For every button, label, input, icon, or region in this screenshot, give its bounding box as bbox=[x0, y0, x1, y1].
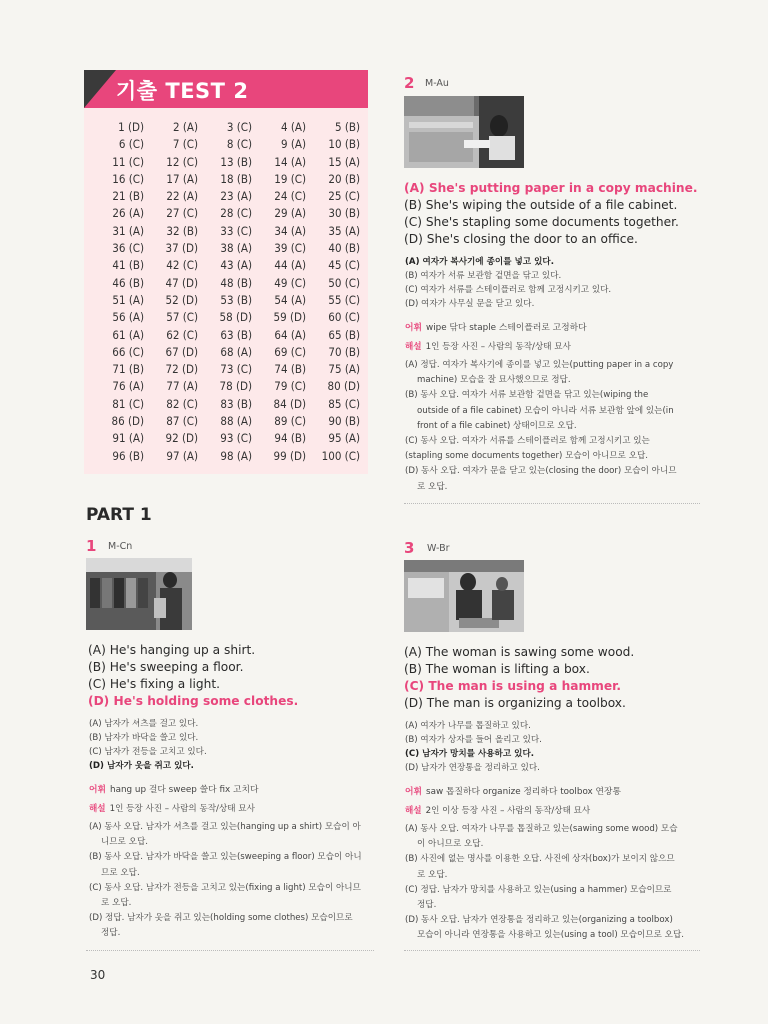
q3-explanation-line: (A) 동사 오답. 여자가 나무를 톱질하고 있는(sawing some wood) 모습 bbox=[405, 824, 678, 834]
answer-key-cell: 41 (B) bbox=[112, 258, 144, 273]
question-3-number: 3 bbox=[404, 539, 415, 557]
answer-key-grid bbox=[90, 120, 362, 466]
question-1-kr-d: (D) 남자가 옷을 쥐고 있다. bbox=[89, 761, 194, 771]
answer-key-cell: 100 (C) bbox=[321, 448, 360, 463]
q2-explanation-line: 로 오답. bbox=[417, 481, 448, 492]
answer-key-cell: 83 (B) bbox=[220, 396, 252, 411]
q1-explanation-line: 로 오답. bbox=[101, 898, 132, 908]
answer-key-cell: 95 (A) bbox=[328, 431, 360, 446]
answer-key-cell: 14 (A) bbox=[274, 154, 306, 169]
answer-key-cell: 4 (A) bbox=[280, 120, 306, 134]
vocab-text: wipe 닦다 staple 스테이플러로 고정하다 bbox=[426, 323, 587, 333]
answer-key-cell: 72 (D) bbox=[165, 362, 198, 377]
answer-key-cell: 51 (A) bbox=[112, 292, 144, 307]
divider bbox=[404, 503, 700, 504]
answer-key-cell: 5 (B) bbox=[334, 120, 360, 134]
q2-explanation-line: (C) 동사 오답. 여자가 서류를 스테이플러로 함께 고정시키고 있는 bbox=[405, 436, 650, 446]
answer-key-cell: 74 (B) bbox=[274, 362, 306, 377]
question-1-speaker: M-Cn bbox=[108, 541, 133, 552]
answer-key-row bbox=[90, 362, 362, 379]
q1-explanation-line: 므로 오답. bbox=[101, 867, 140, 878]
question-3-kr-d: (D) 남자가 연장통을 정리하고 있다. bbox=[405, 763, 540, 773]
answer-key-cell: 58 (D) bbox=[219, 310, 252, 325]
answer-key-cell: 32 (B) bbox=[166, 223, 198, 238]
q3-explanation-line: (B) 사진에 없는 명사를 이용한 오답. 사진에 상자(box)가 보이지 않으므 bbox=[405, 854, 675, 865]
answer-key-cell: 6 (C) bbox=[118, 137, 144, 152]
question-3-option-b: (B) The woman is lifting a box. bbox=[404, 662, 590, 676]
answer-key-cell: 43 (A) bbox=[220, 258, 252, 273]
answer-key-cell: 64 (A) bbox=[274, 327, 306, 342]
question-2-option-c: (C) She's stapling some documents together. bbox=[404, 215, 679, 229]
question-3-kr-b: (B) 여자가 상자를 들어 올리고 있다. bbox=[405, 735, 542, 745]
question-2-kr-c: (C) 여자가 서류를 스테이플러로 함께 고정시키고 있다. bbox=[405, 285, 612, 295]
answer-key-row bbox=[90, 345, 362, 362]
answer-key-row bbox=[90, 258, 362, 275]
q2-explanation-line: (stapling some documents together) 모습이 아니므로 오답. bbox=[405, 451, 649, 462]
explanation-head-text: 1인 등장 사진 – 사람의 동작/상태 묘사 bbox=[425, 342, 571, 352]
question-2-photo bbox=[404, 96, 524, 168]
answer-key-row bbox=[90, 414, 362, 431]
answer-key-cell: 49 (C) bbox=[274, 275, 306, 290]
question-3-speaker: W-Br bbox=[427, 543, 450, 554]
answer-key-row bbox=[90, 241, 362, 258]
question-3-option-c: (C) The man is using a hammer. bbox=[404, 679, 622, 693]
q3-explanation-line: (D) 동사 오답. 남자가 연장통을 정리하고 있는(organizing a toolbox) bbox=[405, 915, 673, 926]
answer-key-cell: 26 (A) bbox=[112, 206, 144, 221]
answer-key-row bbox=[90, 172, 362, 189]
answer-key-cell: 42 (C) bbox=[166, 258, 198, 273]
answer-key-row bbox=[90, 431, 362, 448]
answer-key-cell: 40 (B) bbox=[328, 241, 360, 256]
answer-key-cell: 27 (C) bbox=[166, 206, 198, 221]
answer-key-cell: 87 (C) bbox=[166, 414, 198, 429]
answer-key-cell: 67 (D) bbox=[165, 344, 198, 359]
answer-key-cell: 24 (C) bbox=[274, 189, 306, 204]
answer-key-cell: 2 (A) bbox=[172, 120, 198, 134]
question-1-kr-c: (C) 남자가 전등을 고치고 있다. bbox=[89, 747, 207, 757]
answer-key-row bbox=[90, 379, 362, 396]
answer-key-cell: 68 (A) bbox=[220, 344, 252, 359]
answer-key-cell: 82 (C) bbox=[166, 396, 198, 411]
answer-key-cell: 59 (D) bbox=[273, 310, 306, 325]
explanation-label: 해설 bbox=[89, 804, 106, 814]
answer-key-row bbox=[90, 189, 362, 206]
answer-key-cell: 62 (C) bbox=[166, 327, 198, 342]
q2-explanation-line: outside of a file cabinet) 모습이 아니라 서류 보관함 앞에 있는(in bbox=[417, 405, 674, 416]
answer-key-cell: 13 (B) bbox=[220, 154, 252, 169]
q2-explanation-line: (D) 동사 오답. 여자가 문을 닫고 있는(closing the door) 모습이 아니므 bbox=[405, 466, 677, 477]
answer-key-cell: 38 (A) bbox=[220, 241, 252, 256]
answer-key-cell: 89 (C) bbox=[274, 414, 306, 429]
answer-key-cell: 23 (A) bbox=[220, 189, 252, 204]
q3-explanation-line: (C) 정답. 남자가 망치를 사용하고 있는(using a hammer) 모습이므로 bbox=[405, 884, 672, 895]
answer-key-cell: 37 (D) bbox=[165, 241, 198, 256]
answer-key-cell: 94 (B) bbox=[274, 431, 306, 446]
q1-explanation-line: (A) 동사 오답. 남자가 셔츠를 걸고 있는(hanging up a shirt) 모습이 아 bbox=[89, 822, 361, 832]
question-3-kr-c: (C) 남자가 망치를 사용하고 있다. bbox=[405, 749, 535, 759]
question-1-number: 1 bbox=[86, 537, 97, 555]
question-1-explanation-head bbox=[89, 802, 255, 814]
answer-key-cell: 97 (A) bbox=[166, 448, 198, 463]
answer-key-row bbox=[90, 397, 362, 414]
answer-key-cell: 30 (B) bbox=[328, 206, 360, 221]
question-1-kr-b: (B) 남자가 바닥을 쓸고 있다. bbox=[89, 733, 199, 743]
answer-key-cell: 19 (C) bbox=[274, 171, 306, 186]
q3-explanation-line: 로 오답. bbox=[417, 869, 448, 880]
answer-key-cell: 71 (B) bbox=[112, 362, 144, 377]
question-1-kr-a: (A) 남자가 셔츠를 걸고 있다. bbox=[89, 719, 199, 729]
explanation-head-text: 2인 이상 등장 사진 – 사람의 동작/상태 묘사 bbox=[425, 806, 591, 816]
vocab-text: saw 톱질하다 organize 정리하다 toolbox 연장통 bbox=[426, 787, 622, 797]
question-2-explanation-head bbox=[405, 340, 571, 352]
answer-key-cell: 11 (C) bbox=[112, 154, 144, 169]
answer-key-cell: 80 (D) bbox=[327, 379, 360, 394]
q2-explanation-line: front of a file cabinet) 상태이므로 오답. bbox=[417, 420, 577, 431]
answer-key-cell: 35 (A) bbox=[328, 223, 360, 238]
answer-key-cell: 65 (B) bbox=[328, 327, 360, 342]
question-2-number: 2 bbox=[404, 74, 415, 92]
q1-explanation-line: (C) 동사 오답. 남자가 전등을 고치고 있는(fixing a light) 모습이 아니므 bbox=[89, 882, 361, 893]
answer-key-cell: 99 (D) bbox=[273, 448, 306, 463]
answer-key-cell: 60 (C) bbox=[328, 310, 360, 325]
answer-key-cell: 12 (C) bbox=[166, 154, 198, 169]
question-3-option-d: (D) The man is organizing a toolbox. bbox=[404, 696, 626, 710]
answer-key-row bbox=[90, 120, 362, 137]
explanation-head-text: 1인 등장 사진 – 사람의 동작/상태 묘사 bbox=[109, 804, 255, 814]
question-3-option-a: (A) The woman is sawing some wood. bbox=[404, 645, 635, 659]
answer-key-cell: 77 (A) bbox=[166, 379, 198, 394]
answer-key-cell: 18 (B) bbox=[220, 171, 252, 186]
answer-key-row bbox=[90, 155, 362, 172]
answer-key-cell: 7 (C) bbox=[172, 137, 198, 152]
answer-key-row bbox=[90, 276, 362, 293]
question-2-kr-a: (A) 여자가 복사기에 종이를 넣고 있다. bbox=[405, 257, 554, 267]
answer-key-cell: 66 (C) bbox=[112, 344, 144, 359]
q3-explanation-line: 정답. bbox=[417, 900, 437, 910]
q1-explanation-line: 정답. bbox=[101, 928, 121, 939]
question-1-option-a: (A) He's hanging up a shirt. bbox=[88, 643, 256, 657]
answer-key-cell: 52 (D) bbox=[165, 292, 198, 307]
part-title: PART 1 bbox=[86, 505, 152, 525]
answer-key-cell: 3 (C) bbox=[226, 120, 252, 134]
question-3-kr-a: (A) 여자가 나무를 톱질하고 있다. bbox=[405, 721, 531, 731]
answer-key-row bbox=[90, 449, 362, 466]
answer-key-cell: 75 (A) bbox=[328, 362, 360, 377]
answer-key-cell: 1 (D) bbox=[118, 120, 144, 134]
answer-key-cell: 28 (C) bbox=[220, 206, 252, 221]
answer-key-cell: 33 (C) bbox=[220, 223, 252, 238]
answer-key-cell: 63 (B) bbox=[220, 327, 252, 342]
answer-key-row bbox=[90, 310, 362, 327]
answer-key-cell: 44 (A) bbox=[274, 258, 306, 273]
question-2-vocab bbox=[405, 320, 587, 333]
answer-key-row bbox=[90, 224, 362, 241]
answer-key-cell: 36 (C) bbox=[112, 241, 144, 256]
answer-key-cell: 39 (C) bbox=[274, 241, 306, 256]
answer-key-cell: 34 (A) bbox=[274, 223, 306, 238]
answer-key-cell: 90 (B) bbox=[328, 414, 360, 429]
answer-key-cell: 45 (C) bbox=[328, 258, 360, 273]
answer-key-row bbox=[90, 137, 362, 154]
q2-explanation-line: (B) 동사 오답. 여자가 서류 보관함 겉면을 닦고 있는(wiping the bbox=[405, 390, 649, 401]
answer-key-box bbox=[84, 70, 368, 474]
answer-key-cell: 56 (A) bbox=[112, 310, 144, 325]
vocab-label: 어휘 bbox=[405, 323, 422, 333]
answer-key-cell: 17 (A) bbox=[166, 171, 198, 186]
answer-key-cell: 9 (A) bbox=[280, 137, 306, 152]
q3-explanation-line: 이 아니므로 오답. bbox=[417, 839, 484, 850]
question-1-vocab bbox=[89, 782, 258, 795]
answer-key-cell: 55 (C) bbox=[328, 292, 360, 307]
answer-key-cell: 15 (A) bbox=[328, 154, 360, 169]
question-2-kr-b: (B) 여자가 서류 보관함 겉면을 닦고 있다. bbox=[405, 271, 562, 281]
answer-key-cell: 20 (B) bbox=[328, 171, 360, 186]
question-3-photo bbox=[404, 560, 524, 632]
vocab-label: 어휘 bbox=[405, 787, 422, 797]
answer-key-cell: 50 (C) bbox=[328, 275, 360, 290]
question-2-kr-d: (D) 여자가 사무실 문을 닫고 있다. bbox=[405, 299, 535, 309]
divider bbox=[86, 950, 374, 951]
answer-key-cell: 69 (C) bbox=[274, 344, 306, 359]
question-2-option-b: (B) She's wiping the outside of a file cabinet. bbox=[404, 198, 678, 212]
q1-explanation-line: 니므로 오답. bbox=[101, 837, 148, 848]
answer-key-cell: 22 (A) bbox=[166, 189, 198, 204]
q1-explanation-line: (B) 동사 오답. 남자가 바닥을 쓸고 있는(sweeping a floor) 모습이 아니 bbox=[89, 852, 362, 863]
answer-key-cell: 54 (A) bbox=[274, 292, 306, 307]
question-2-speaker: M-Au bbox=[425, 78, 449, 89]
question-3-vocab bbox=[405, 784, 621, 797]
answer-key-cell: 53 (B) bbox=[220, 292, 252, 307]
answer-key-cell: 84 (D) bbox=[273, 396, 306, 411]
explanation-label: 해설 bbox=[405, 806, 422, 816]
answer-key-cell: 25 (C) bbox=[328, 189, 360, 204]
answer-key-cell: 81 (C) bbox=[112, 396, 144, 411]
answer-key-cell: 47 (D) bbox=[165, 275, 198, 290]
answer-key-cell: 61 (A) bbox=[112, 327, 144, 342]
answer-key-cell: 8 (C) bbox=[226, 137, 252, 152]
question-1-option-b: (B) He's sweeping a floor. bbox=[88, 660, 244, 674]
answer-key-row bbox=[90, 293, 362, 310]
answer-key-cell: 29 (A) bbox=[274, 206, 306, 221]
page-number: 30 bbox=[90, 968, 106, 982]
answer-key-cell: 76 (A) bbox=[112, 379, 144, 394]
answer-key-cell: 86 (D) bbox=[111, 414, 144, 429]
answer-key-cell: 57 (C) bbox=[166, 310, 198, 325]
answer-key-cell: 70 (B) bbox=[328, 344, 360, 359]
answer-key-cell: 21 (B) bbox=[112, 189, 144, 204]
q2-explanation-line: machine) 모습을 잘 묘사했으므로 정답. bbox=[417, 375, 571, 386]
header-corner-decoration bbox=[84, 70, 116, 108]
answer-key-row bbox=[90, 328, 362, 345]
answer-key-cell: 48 (B) bbox=[220, 275, 252, 290]
answer-key-row bbox=[90, 206, 362, 223]
explanation-label: 해설 bbox=[405, 342, 422, 352]
q1-explanation-line: (D) 정답. 남자가 옷을 쥐고 있는(holding some clothes) 모습이므로 bbox=[89, 913, 353, 924]
q3-explanation-line: 모습이 아니라 연장통을 사용하고 있는(using a tool) 모습이므로 오답. bbox=[417, 930, 684, 941]
answer-key-cell: 16 (C) bbox=[112, 171, 144, 186]
answer-key-cell: 79 (C) bbox=[274, 379, 306, 394]
answer-key-cell: 85 (C) bbox=[328, 396, 360, 411]
answer-key-cell: 98 (A) bbox=[220, 448, 252, 463]
answer-key-cell: 46 (B) bbox=[112, 275, 144, 290]
question-2-option-a: (A) She's putting paper in a copy machine. bbox=[404, 181, 698, 195]
answer-key-cell: 88 (A) bbox=[220, 414, 252, 429]
answer-key-cell: 10 (B) bbox=[328, 137, 360, 152]
question-1-option-d: (D) He's holding some clothes. bbox=[88, 694, 299, 708]
divider bbox=[404, 950, 700, 951]
q2-explanation-line: (A) 정답. 여자가 복사기에 종이를 넣고 있는(putting paper in a copy bbox=[405, 360, 674, 370]
vocab-text: hang up 걸다 sweep 쓸다 fix 고치다 bbox=[110, 785, 259, 795]
question-3-explanation-head bbox=[405, 804, 590, 816]
answer-key-cell: 96 (B) bbox=[112, 448, 144, 463]
question-2-option-d: (D) She's closing the door to an office. bbox=[404, 232, 638, 246]
answer-key-cell: 92 (D) bbox=[165, 431, 198, 446]
question-1-photo bbox=[86, 558, 192, 630]
answer-key-cell: 31 (A) bbox=[112, 223, 144, 238]
answer-key-cell: 93 (C) bbox=[220, 431, 252, 446]
answer-key-cell: 73 (C) bbox=[220, 362, 252, 377]
question-1-option-c: (C) He's fixing a light. bbox=[88, 677, 220, 691]
answer-key-header bbox=[84, 70, 368, 108]
answer-key-cell: 78 (D) bbox=[219, 379, 252, 394]
vocab-label: 어휘 bbox=[89, 785, 106, 795]
answer-key-cell: 91 (A) bbox=[112, 431, 144, 446]
answer-key-title: 기출 TEST 2 bbox=[116, 79, 249, 103]
